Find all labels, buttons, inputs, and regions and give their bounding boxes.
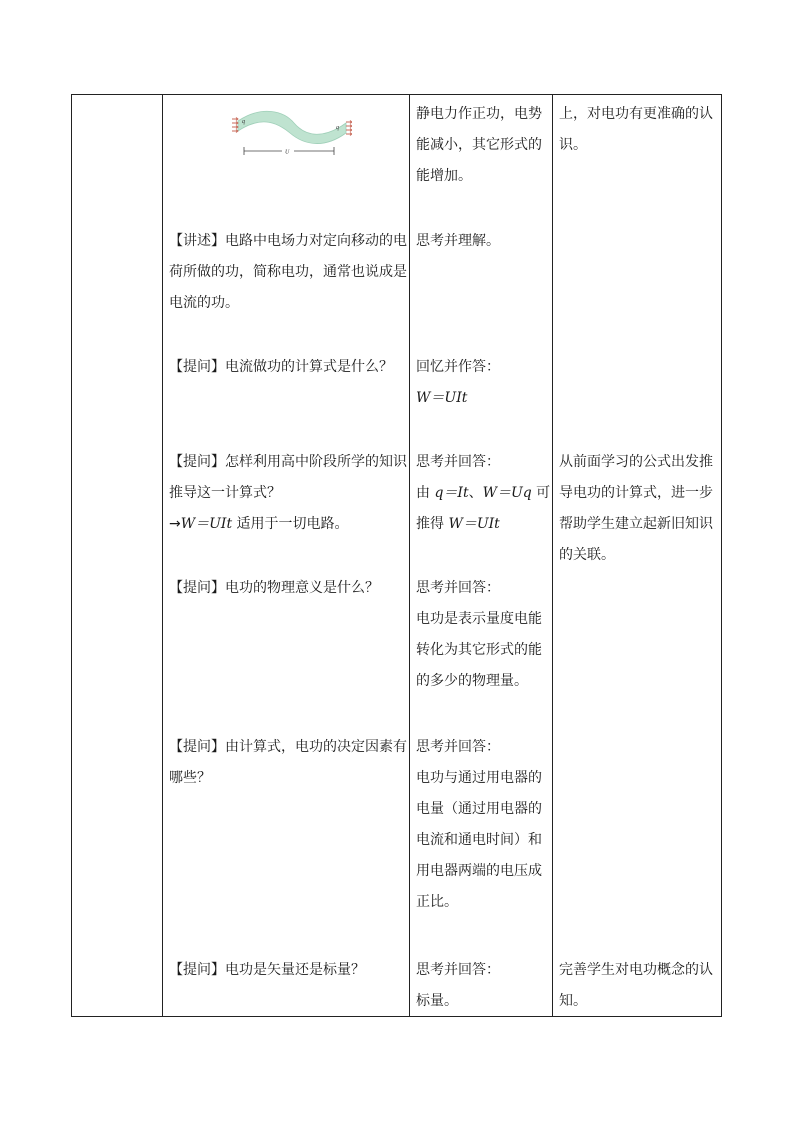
student-paragraph-energy: 静电力作正功，电势 能减小，其它形式的 能增加。: [416, 106, 542, 184]
teacher-paragraph-question-scalar: 【提问】电功是矢量还是标量？: [169, 962, 365, 978]
column-divider: [552, 95, 553, 1016]
student-paragraph-scalar: 思考并回答： 标量。: [416, 962, 500, 1009]
column-divider: [162, 95, 163, 1016]
intent-paragraph-understanding: 上，对电功有更准确的认 识。: [559, 106, 713, 153]
conductor-tube: [238, 111, 346, 143]
student-paragraph-factors: 思考并回答： 电功与通过用电器的 电量（通过用电器的 电流和通电时间）和 用电器两端的电压成 正比。: [416, 739, 542, 910]
lesson-table: [71, 94, 722, 1017]
charge-label-left: q: [242, 119, 245, 125]
column-divider: [409, 95, 410, 1016]
student-paragraph-think: 思考并理解。: [416, 233, 500, 249]
teacher-paragraph-question-derive: 【提问】怎样利用高中阶段所学的知识 推导这一计算式？ →W＝UIt 适用于一切电路。: [169, 454, 407, 532]
student-paragraph-meaning: 思考并回答： 电功是表示量度电能 转化为其它形式的能 的多少的物理量。: [416, 580, 542, 689]
charge-label-right: q: [336, 125, 339, 131]
intent-paragraph-concept: 完善学生对电功概念的认 知。: [559, 962, 713, 1009]
intent-paragraph-derive: 从前面学习的公式出发推 导电功的计算式，进一步 帮助学生建立起新旧知识 的关联。: [559, 454, 713, 563]
charge-flow-diagram: [232, 101, 352, 157]
dimension-label: U: [285, 149, 290, 156]
teacher-paragraph-lecture: 【讲述】电路中电场力对定向移动的电 荷所做的功，简称电功，通常也说成是 电流的功。: [169, 233, 407, 311]
student-paragraph-recall: 回忆并作答： W＝UIt: [416, 359, 500, 406]
teacher-paragraph-question-meaning: 【提问】电功的物理意义是什么？: [169, 580, 379, 596]
left-arrows: [232, 118, 238, 133]
teacher-paragraph-question-formula: 【提问】电流做功的计算式是什么？: [169, 359, 393, 375]
right-arrows: [346, 121, 352, 136]
student-paragraph-derive: 思考并回答： 由 q＝It、W＝Uq 可 推得 W＝UIt: [416, 454, 551, 532]
teacher-paragraph-question-factors: 【提问】由计算式，电功的决定因素有 哪些？: [169, 739, 407, 786]
